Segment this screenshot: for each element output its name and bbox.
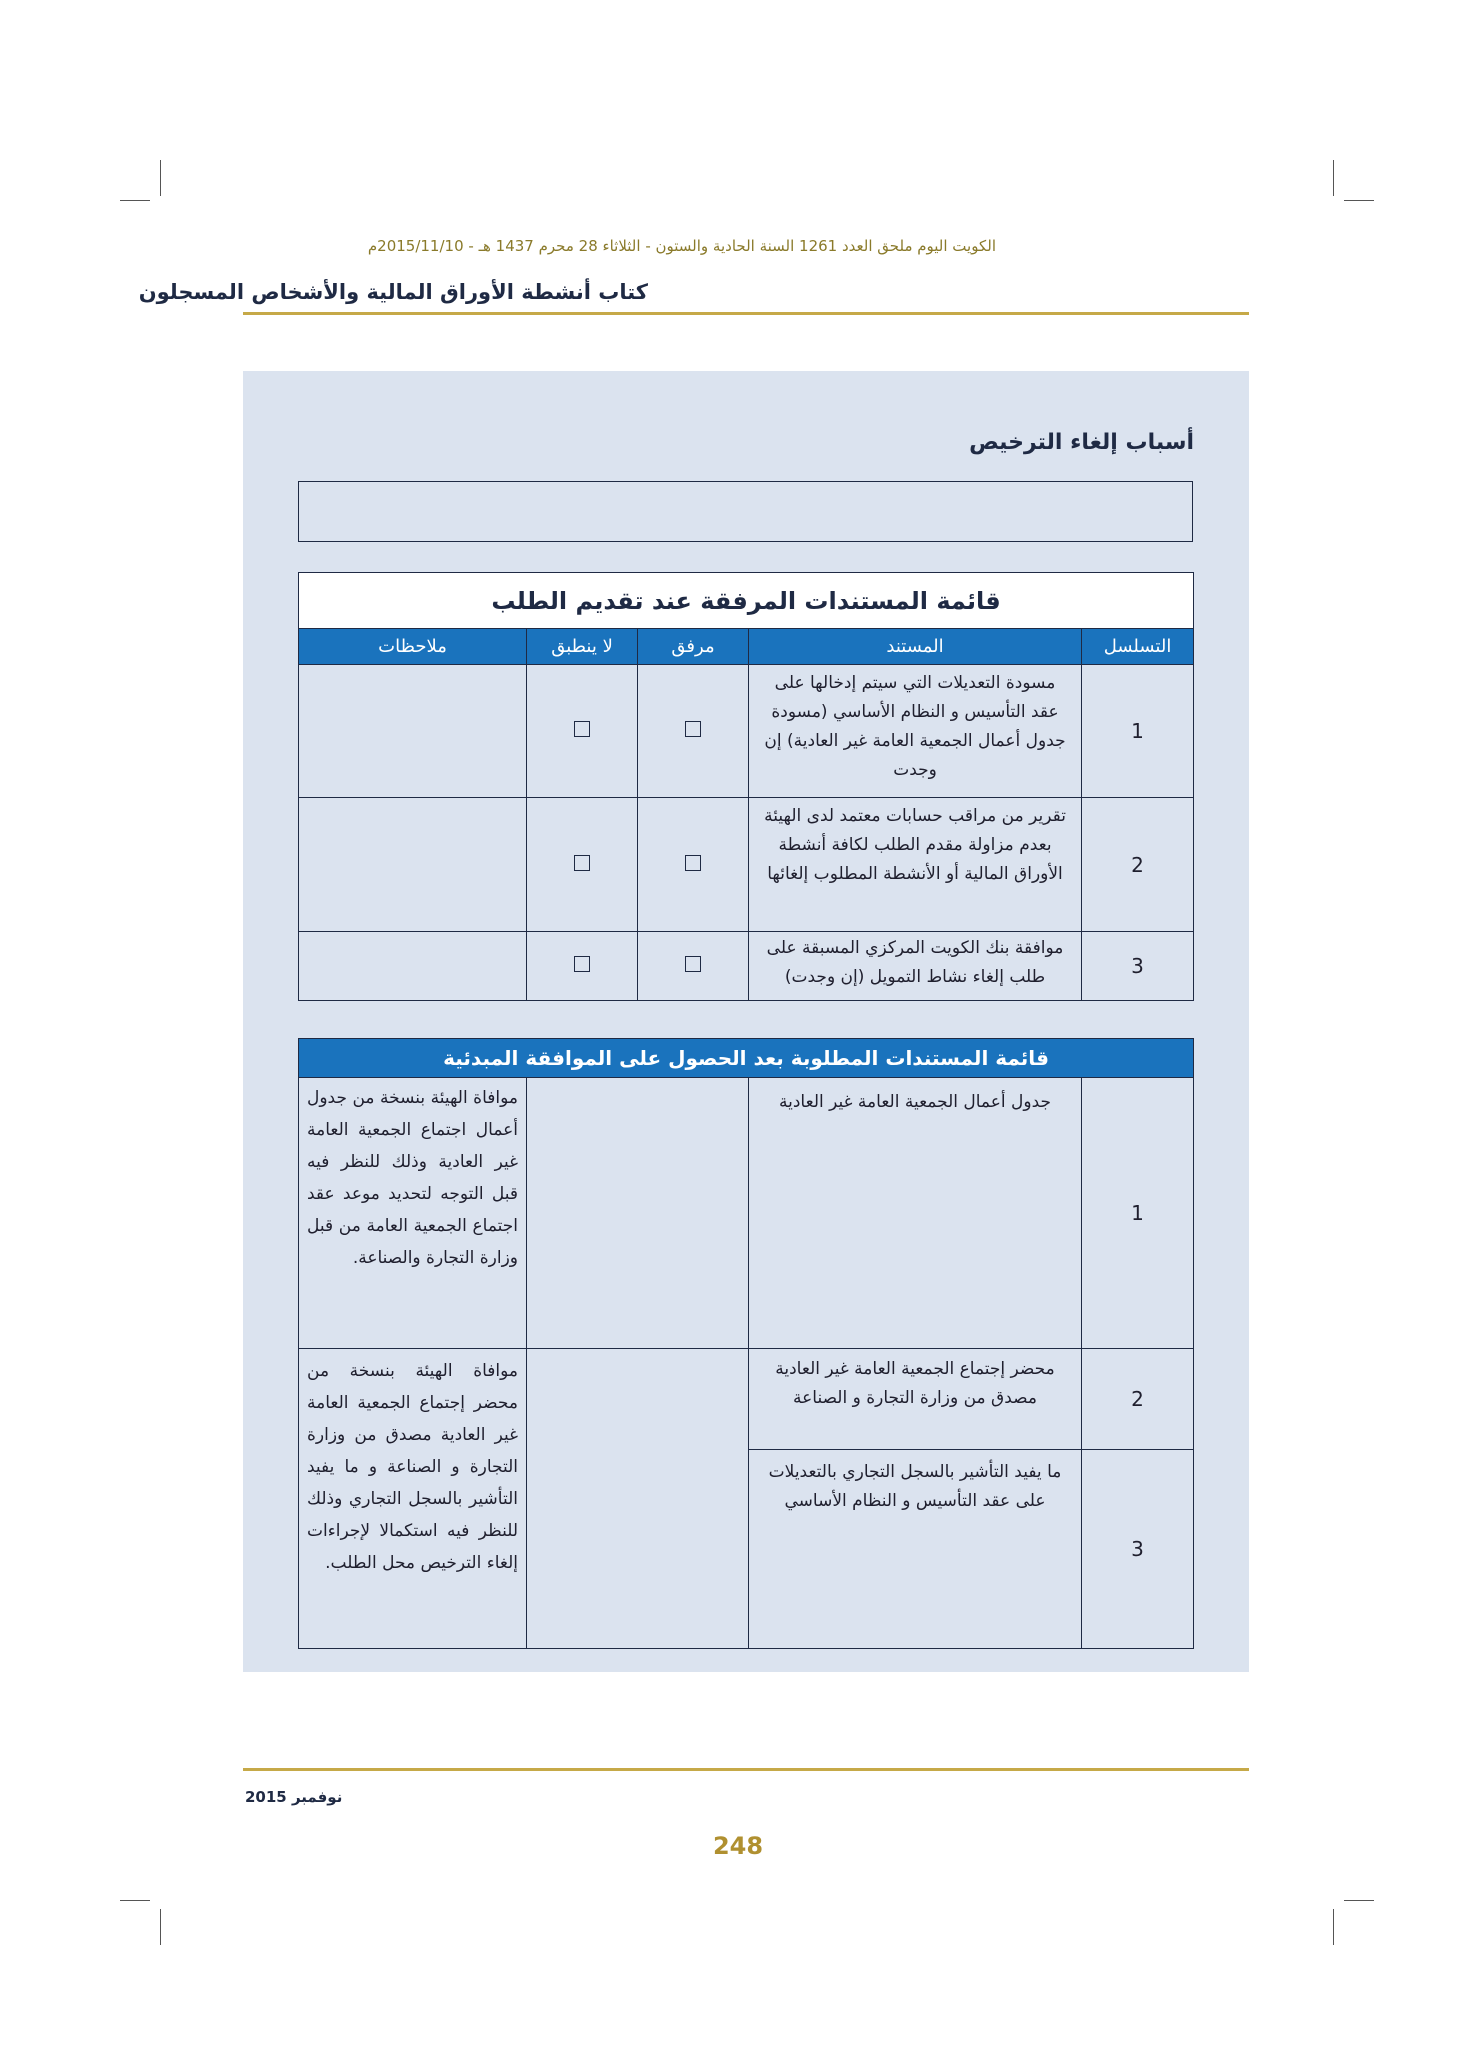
row-document: محضر إجتماع الجمعية العامة غير العادية مصدق من وزارة التجارة و الصناعة <box>749 1349 1082 1450</box>
attached-checkbox[interactable] <box>685 721 701 737</box>
footer-rule <box>243 1768 1249 1771</box>
row-notes[interactable] <box>299 665 527 798</box>
header-rule <box>243 312 1249 315</box>
row-notes[interactable] <box>299 932 527 1001</box>
crop-mark <box>1333 1909 1334 1945</box>
attached-checkbox-cell <box>638 932 749 1001</box>
attached-checkbox-cell <box>638 665 749 798</box>
row-seq: 1 <box>1082 1078 1194 1349</box>
na-checkbox[interactable] <box>574 855 590 871</box>
attached-documents-table <box>298 572 1194 1001</box>
column-header-doc: المستند <box>749 629 1082 665</box>
crop-mark <box>120 200 150 201</box>
crop-mark <box>1344 1900 1374 1901</box>
book-title: كتاب أنشطة الأوراق المالية والأشخاص المسجلون <box>138 280 648 304</box>
footer-date: نوفمبر 2015 <box>245 1788 343 1806</box>
crop-mark <box>1344 200 1374 201</box>
crop-mark <box>160 1909 161 1945</box>
row-seq: 2 <box>1082 798 1194 932</box>
row-notes[interactable] <box>299 798 527 932</box>
row-document: مسودة التعديلات التي سيتم إدخالها على عقد التأسيس و النظام الأساسي (مسودة جدول أعمال الجمعية العامة غير العادية) إن وجدت <box>749 665 1082 798</box>
na-checkbox[interactable] <box>574 721 590 737</box>
row-note: موافاة الهيئة بنسخة من محضر إجتماع الجمعية العامة غير العادية مصدق من وزارة التجارة و الصناعة و ما يفيد التأشير بالسجل التجاري وذلك للنظر فيه استكمالا لإجراءات إلغاء الترخيص محل الطلب. <box>299 1349 527 1649</box>
crop-mark <box>1333 160 1334 196</box>
row-seq: 3 <box>1082 1450 1194 1649</box>
column-header-na: لا ينطبق <box>527 629 638 665</box>
attached-checkbox[interactable] <box>685 855 701 871</box>
table-row <box>299 665 1194 798</box>
table-row <box>299 1078 1194 1349</box>
table-caption: قائمة المستندات المرفقة عند تقديم الطلب <box>299 573 1194 629</box>
attached-checkbox-cell <box>638 798 749 932</box>
row-document: ما يفيد التأشير بالسجل التجاري بالتعديلات على عقد التأسيس و النظام الأساسي <box>749 1450 1082 1649</box>
na-checkbox-cell <box>527 798 638 932</box>
row-document: تقرير من مراقب حسابات معتمد لدى الهيئة بعدم مزاولة مقدم الطلب لكافة أنشطة الأوراق المالية أو الأنشطة المطلوب إلغائها <box>749 798 1082 932</box>
page-number: 248 <box>712 1832 764 1860</box>
column-header-attached: مرفق <box>638 629 749 665</box>
row-seq: 1 <box>1082 665 1194 798</box>
row-document: جدول أعمال الجمعية العامة غير العادية <box>749 1078 1082 1349</box>
table-row <box>299 932 1194 1001</box>
table-row <box>299 798 1194 932</box>
na-checkbox-cell <box>527 665 638 798</box>
row-note: موافاة الهيئة بنسخة من جدول أعمال اجتماع الجمعية العامة غير العادية وذلك للنظر فيه قبل التوجه لتحديد موعد عقد اجتماع الجمعية العامة من قبل وزارة التجارة والصناعة. <box>299 1078 527 1349</box>
table-caption: قائمة المستندات المطلوبة بعد الحصول على الموافقة المبدئية <box>299 1039 1194 1078</box>
na-checkbox-cell <box>527 932 638 1001</box>
required-documents-table <box>298 1038 1194 1649</box>
column-header-notes: ملاحظات <box>299 629 527 665</box>
reasons-label: أسباب إلغاء الترخيص <box>969 430 1194 455</box>
gazette-header-line: الكويت اليوم ملحق العدد 1261 السنة الحادية والستون - الثلاثاء 28 محرم 1437 هـ - 2015/11/10م <box>367 237 996 255</box>
row-blank <box>527 1078 749 1349</box>
row-document: موافقة بنك الكويت المركزي المسبقة على طلب إلغاء نشاط التمويل (إن وجدت) <box>749 932 1082 1001</box>
crop-mark <box>120 1900 150 1901</box>
row-blank <box>527 1349 749 1649</box>
attached-checkbox[interactable] <box>685 956 701 972</box>
na-checkbox[interactable] <box>574 956 590 972</box>
crop-mark <box>160 160 161 196</box>
table-row <box>299 1349 1194 1450</box>
reasons-field[interactable] <box>298 481 1193 542</box>
row-seq: 3 <box>1082 932 1194 1001</box>
column-header-seq: التسلسل <box>1082 629 1194 665</box>
row-seq: 2 <box>1082 1349 1194 1450</box>
